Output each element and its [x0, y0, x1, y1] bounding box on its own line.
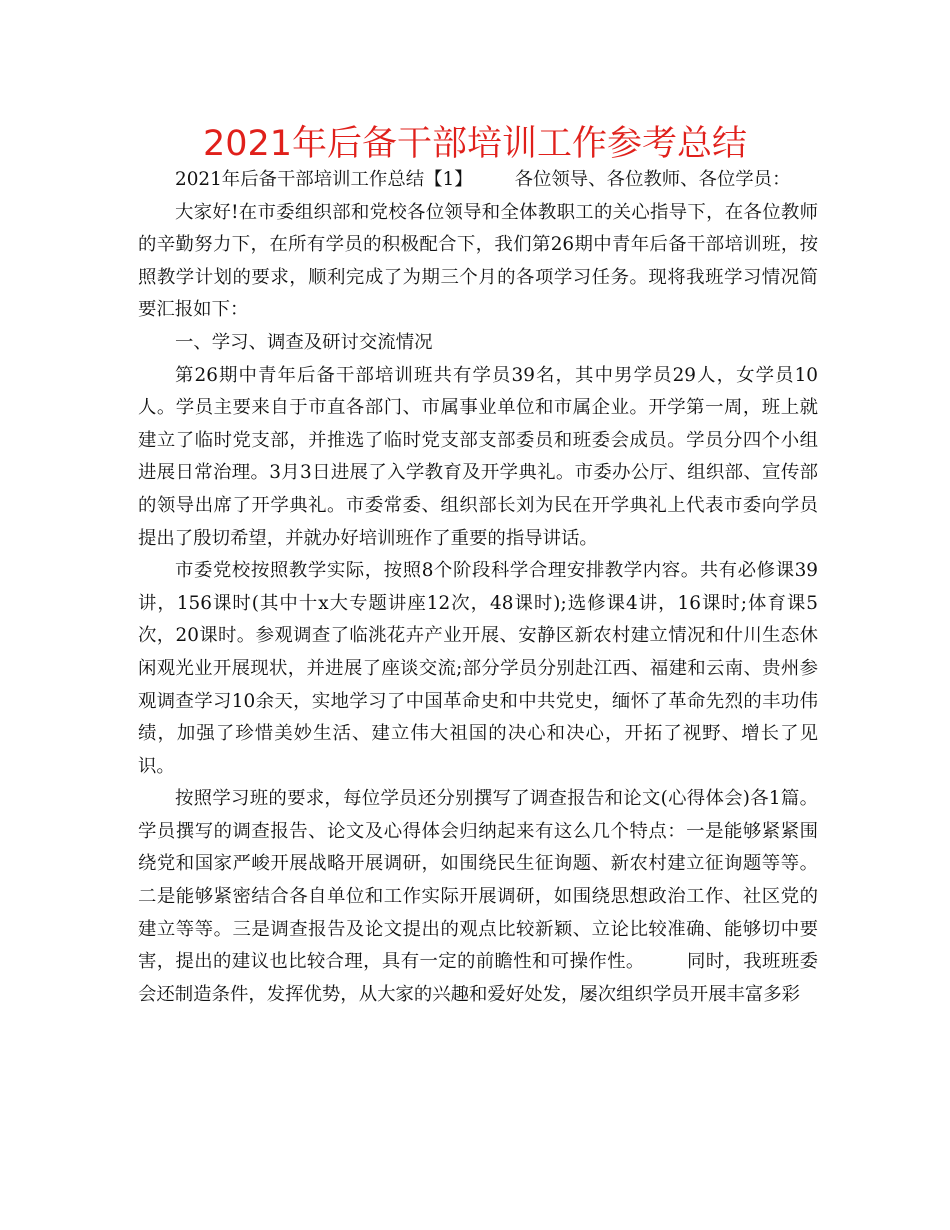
paragraph-greeting: 大家好!在市委组织部和党校各位领导和全体教职工的关心指导下，在各位教师的辛勤努力下，在所有学员的积极配合下，我们第26期中青年后备干部培训班，按照教学计划的要求，顺利完成了为期三个月的各项学习任务。现将我班学习情况简要汇报如下：	[138, 201, 818, 321]
paragraph-reports-main: 按照学习班的要求，每位学员还分别撰写了调查报告和论文(心得体会)各1篇。学员撰写的调查报告、论文及心得体会归纳起来有这么几个特点：一是能够紧紧围绕党和国家严峻开展战略开展调研，如围绕民生征询题、新农村建立征询题等等。二是能够紧密结合各自单位和工作实际开展调研，如围绕思想政治工作、社区党的建立等等。三是调查报告及论文提出的观点比较新颖、立论比较准确、能够切中要害，提出的建议也比较合理，具有一定的前瞻性和可操作性。	[138, 788, 818, 973]
paragraph-reports	[138, 783, 818, 1011]
salutation: 各位领导、各位教师、各位学员：	[514, 169, 791, 190]
paragraph-activities: 同时，我班班委会还制造条件，发挥优势，从大家的兴趣和爱好处发，屡次组织学员开展丰富多彩	[138, 951, 818, 1005]
document-body	[138, 164, 818, 1011]
section-heading-1: 一、学习、调查及研讨交流情况	[175, 331, 433, 353]
document-title: 2021年后备干部培训工作参考总结	[202, 124, 748, 164]
intro-paragraph	[138, 164, 818, 197]
paragraph-class-overview: 第26期中青年后备干部培训班共有学员39名，其中男学员29人，女学员10人。学员主要来自于市直各部门、市属事业单位和市属企业。开学第一周，班上就建立了临时党支部，并推选了临时党支部支部委员和班委会成员。学员分四个小组进展日常治理。3月3日进展了入学教育及开学典礼。市委办公厅、组织部、宣传部的领导出席了开学典礼。市委常委、组织部长刘为民在开学典礼上代表市委向学员提出了殷切希望，并就办好培训班作了重要的指导讲话。	[138, 364, 818, 549]
intro-heading: 2021年后备干部培训工作总结【1】	[175, 169, 473, 190]
paragraph-curriculum: 市委党校按照教学实际，按照8个阶段科学合理安排教学内容。共有必修课39讲，156课时(其中十x大专题讲座12次，48课时);选修课4讲，16课时;体育课5次，20课时。参观调查了临洮花卉产业开展、安静区新农村建立情况和什川生态休闲观光业开展现状，并进展了座谈交流;部分学员分别赴江西、福建和云南、贵州参观调查学习10余天，实地学习了中国革命史和中共党史，缅怀了革命先烈的丰功伟绩，加强了珍惜美妙生活、建立伟大祖国的决心和决心，开拓了视野、增长了见识。	[138, 560, 818, 777]
